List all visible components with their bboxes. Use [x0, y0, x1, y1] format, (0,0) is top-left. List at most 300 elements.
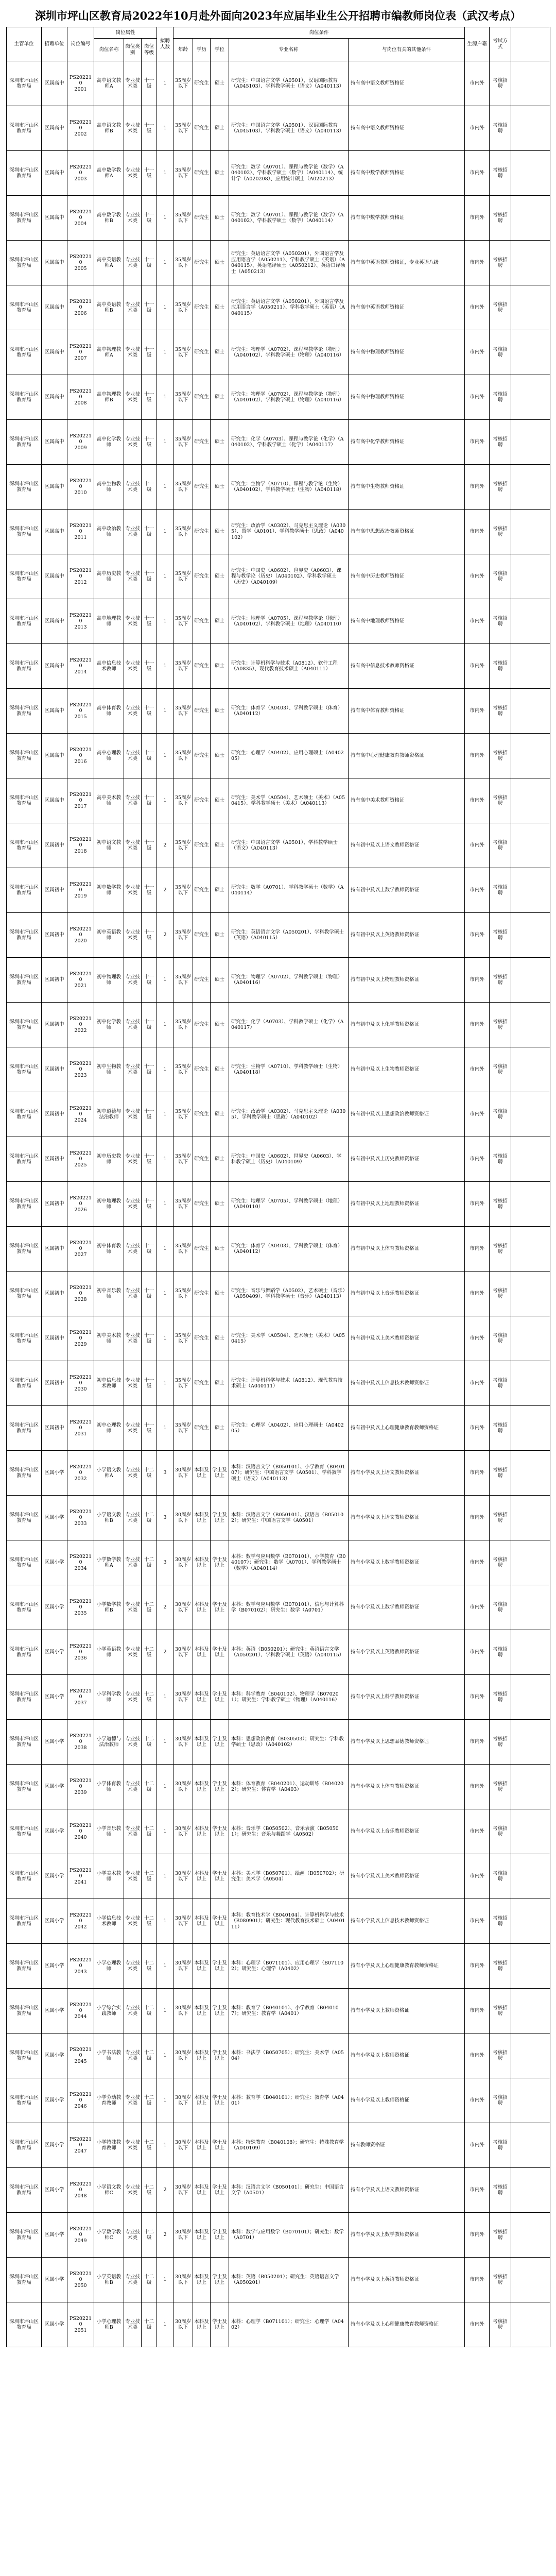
cell-major: 研究生：物理学（A0702）、学科教学硕士（物理）（A040116） [229, 958, 349, 1003]
cell-department: 深圳市坪山区教育局 [7, 1047, 42, 1092]
cell-headcount: 1 [157, 734, 173, 778]
cell-hukou: 市内外 [465, 1047, 490, 1092]
cell-major: 本科：美术学（B050701）、绘画（B050702）；研究生：美术学（A0504） [229, 1854, 349, 1899]
table-row [7, 465, 550, 510]
col-header-blank [511, 27, 550, 61]
cell-age: 30周岁以下 [173, 1585, 193, 1630]
cell-blank [511, 465, 550, 510]
cell-unit: 区属初中 [42, 1047, 67, 1092]
cell-post-name: 高中数学教师B [94, 196, 124, 241]
cell-post-code: PS202210 2029 [67, 1316, 94, 1361]
cell-post-name: 小学道德与法治教师 [94, 1720, 124, 1765]
cell-post-name: 初中生物教师 [94, 1047, 124, 1092]
cell-post-code: PS202210 2031 [67, 1406, 94, 1451]
cell-degree: 硕士 [211, 599, 229, 644]
cell-hukou: 市内外 [465, 2302, 490, 2347]
cell-post-name: 高中英语教师B [94, 285, 124, 330]
cell-department: 深圳市坪山区教育局 [7, 1406, 42, 1451]
positions-table [6, 27, 550, 2347]
cell-degree: 硕士 [211, 734, 229, 778]
table-row [7, 2033, 550, 2078]
cell-post-type: 专业技术类 [124, 1899, 142, 1944]
table-row [7, 375, 550, 420]
cell-headcount: 1 [157, 1854, 173, 1899]
cell-hukou: 市内外 [465, 1316, 490, 1361]
cell-post-level: 十二级 [142, 1854, 157, 1899]
cell-exam-method: 考核招聘 [490, 2078, 511, 2123]
cell-department: 深圳市坪山区教育局 [7, 61, 42, 106]
cell-post-level: 十一级 [142, 823, 157, 868]
cell-blank [511, 1720, 550, 1765]
table-row [7, 1496, 550, 1540]
cell-education: 研究生 [193, 778, 211, 823]
cell-post-name: 小学心理教师 [94, 1944, 124, 1989]
cell-age: 35周岁以下 [173, 823, 193, 868]
cell-other-conditions: 持有小学及以上教师资格证 [349, 2033, 465, 2078]
cell-blank [511, 1809, 550, 1854]
cell-headcount: 1 [157, 1944, 173, 1989]
cell-degree: 学士及以上 [211, 1675, 229, 1720]
cell-post-level: 十一级 [142, 689, 157, 734]
cell-department: 深圳市坪山区教育局 [7, 2258, 42, 2302]
cell-other-conditions: 持有初中及以上化学教师资格证 [349, 1003, 465, 1047]
cell-unit: 区属小学 [42, 2123, 67, 2168]
cell-degree: 硕士 [211, 1361, 229, 1406]
cell-blank [511, 2078, 550, 2123]
table-row [7, 1765, 550, 1809]
cell-post-level: 十一级 [142, 958, 157, 1003]
cell-other-conditions: 持有高中语文教师资格证 [349, 61, 465, 106]
cell-major: 研究生：美术学（A0504）、艺术硕士（美术）（A050415） [229, 1316, 349, 1361]
cell-degree: 硕士 [211, 1272, 229, 1316]
cell-hukou: 市内外 [465, 510, 490, 554]
cell-department: 深圳市坪山区教育局 [7, 644, 42, 689]
cell-unit: 区属小学 [42, 1944, 67, 1989]
cell-education: 研究生 [193, 868, 211, 913]
cell-degree: 硕士 [211, 1003, 229, 1047]
table-row [7, 1899, 550, 1944]
cell-headcount: 1 [157, 958, 173, 1003]
cell-age: 35周岁以下 [173, 1227, 193, 1272]
cell-department: 深圳市坪山区教育局 [7, 1899, 42, 1944]
cell-post-type: 专业技术类 [124, 1182, 142, 1227]
cell-post-name: 高中语文教师A [94, 61, 124, 106]
cell-exam-method: 考核招聘 [490, 1227, 511, 1272]
cell-post-level: 十一级 [142, 868, 157, 913]
cell-headcount: 1 [157, 2123, 173, 2168]
cell-age: 30周岁以下 [173, 2258, 193, 2302]
cell-department: 深圳市坪山区教育局 [7, 1451, 42, 1496]
cell-education: 本科及以上 [193, 1854, 211, 1899]
cell-post-code: PS202210 2001 [67, 61, 94, 106]
cell-major: 本科：数学与应用数学（B070101）、信息与计算科学（B070102）；研究生：数学（A0701） [229, 1585, 349, 1630]
cell-other-conditions: 持有小学及以上音乐教师资格证 [349, 1809, 465, 1854]
cell-blank [511, 2302, 550, 2347]
cell-blank [511, 420, 550, 465]
cell-department: 深圳市坪山区教育局 [7, 1989, 42, 2033]
cell-post-code: PS202210 2044 [67, 1989, 94, 2033]
cell-unit: 区属高中 [42, 420, 67, 465]
cell-age: 30周岁以下 [173, 1765, 193, 1809]
cell-education: 本科及以上 [193, 1496, 211, 1540]
cell-hukou: 市内外 [465, 375, 490, 420]
cell-other-conditions: 持有高中体育教师资格证 [349, 689, 465, 734]
cell-exam-method: 考核招聘 [490, 1316, 511, 1361]
cell-other-conditions: 持有初中及以上体育教师资格证 [349, 1227, 465, 1272]
col-header: 学位 [211, 39, 229, 61]
cell-education: 本科及以上 [193, 2168, 211, 2213]
table-row [7, 554, 550, 599]
cell-age: 30周岁以下 [173, 1540, 193, 1585]
cell-age: 35周岁以下 [173, 151, 193, 196]
cell-post-type: 专业技术类 [124, 689, 142, 734]
cell-unit: 区属高中 [42, 734, 67, 778]
cell-exam-method: 考核招聘 [490, 2302, 511, 2347]
cell-post-level: 十二级 [142, 1630, 157, 1675]
cell-post-type: 专业技术类 [124, 734, 142, 778]
cell-hukou: 市内外 [465, 241, 490, 285]
cell-hukou: 市内外 [465, 465, 490, 510]
table-row [7, 1361, 550, 1406]
cell-department: 深圳市坪山区教育局 [7, 2033, 42, 2078]
cell-post-code: PS202210 2039 [67, 1765, 94, 1809]
cell-blank [511, 1316, 550, 1361]
cell-other-conditions: 持有初中及以上音乐教师资格证 [349, 1272, 465, 1316]
cell-post-code: PS202210 2026 [67, 1182, 94, 1227]
cell-post-level: 十二级 [142, 2258, 157, 2302]
cell-education: 研究生 [193, 1227, 211, 1272]
cell-hukou: 市内外 [465, 868, 490, 913]
cell-hukou: 市内外 [465, 2213, 490, 2258]
cell-hukou: 市内外 [465, 1272, 490, 1316]
cell-education: 研究生 [193, 1316, 211, 1361]
cell-other-conditions: 持有小学及以上语文教师资格证 [349, 1451, 465, 1496]
cell-exam-method: 考核招聘 [490, 1765, 511, 1809]
cell-post-type: 专业技术类 [124, 823, 142, 868]
cell-post-type: 专业技术类 [124, 285, 142, 330]
table-row [7, 510, 550, 554]
cell-age: 35周岁以下 [173, 778, 193, 823]
cell-degree: 学士及以上 [211, 2168, 229, 2213]
cell-post-name: 小学美术教师 [94, 1854, 124, 1899]
cell-hukou: 市内外 [465, 196, 490, 241]
cell-unit: 区属初中 [42, 868, 67, 913]
cell-hukou: 市内外 [465, 734, 490, 778]
cell-exam-method: 考核招聘 [490, 599, 511, 644]
cell-education: 本科及以上 [193, 1809, 211, 1854]
cell-blank [511, 1137, 550, 1182]
cell-post-level: 十二级 [142, 2302, 157, 2347]
cell-unit: 区属高中 [42, 510, 67, 554]
cell-exam-method: 考核招聘 [490, 823, 511, 868]
cell-education: 本科及以上 [193, 1765, 211, 1809]
cell-blank [511, 1854, 550, 1899]
cell-blank [511, 285, 550, 330]
cell-department: 深圳市坪山区教育局 [7, 1182, 42, 1227]
table-row [7, 1227, 550, 1272]
cell-other-conditions: 持有初中及以上英语教师资格证 [349, 913, 465, 958]
cell-unit: 区属小学 [42, 1496, 67, 1540]
cell-education: 本科及以上 [193, 2123, 211, 2168]
cell-major: 本科：心理学（B071101）；研究生：心理学（A0402） [229, 2302, 349, 2347]
cell-education: 本科及以上 [193, 1451, 211, 1496]
cell-post-type: 专业技术类 [124, 1720, 142, 1765]
cell-unit: 区属高中 [42, 554, 67, 599]
cell-degree: 学士及以上 [211, 2213, 229, 2258]
cell-degree: 硕士 [211, 510, 229, 554]
cell-post-name: 初中体育教师 [94, 1227, 124, 1272]
cell-other-conditions: 持有高中历史教师资格证 [349, 554, 465, 599]
cell-degree: 硕士 [211, 823, 229, 868]
cell-post-name: 高中英语教师A [94, 241, 124, 285]
cell-other-conditions: 持有高中英语教师资格证 [349, 285, 465, 330]
cell-post-type: 专业技术类 [124, 1585, 142, 1630]
cell-exam-method: 考核招聘 [490, 868, 511, 913]
col-header: 专业名称 [229, 39, 349, 61]
cell-blank [511, 644, 550, 689]
col-header: 生源户籍 [465, 27, 490, 61]
cell-department: 深圳市坪山区教育局 [7, 599, 42, 644]
cell-headcount: 1 [157, 465, 173, 510]
cell-post-level: 十二级 [142, 1451, 157, 1496]
table-row [7, 241, 550, 285]
cell-headcount: 1 [157, 1406, 173, 1451]
cell-department: 深圳市坪山区教育局 [7, 1809, 42, 1854]
cell-post-type: 专业技术类 [124, 465, 142, 510]
cell-post-level: 十二级 [142, 2213, 157, 2258]
cell-post-name: 小学音乐教师 [94, 1809, 124, 1854]
cell-education: 研究生 [193, 1272, 211, 1316]
cell-exam-method: 考核招聘 [490, 241, 511, 285]
cell-blank [511, 2258, 550, 2302]
cell-education: 研究生 [193, 465, 211, 510]
cell-post-level: 十一级 [142, 734, 157, 778]
cell-other-conditions: 持有小学及以上数学教师资格证 [349, 1540, 465, 1585]
cell-post-name: 小学语文教师C [94, 2168, 124, 2213]
cell-department: 深圳市坪山区教育局 [7, 1092, 42, 1137]
cell-hukou: 市内外 [465, 1003, 490, 1047]
cell-age: 30周岁以下 [173, 2078, 193, 2123]
cell-education: 研究生 [193, 1092, 211, 1137]
cell-post-level: 十一级 [142, 554, 157, 599]
cell-exam-method: 考核招聘 [490, 2168, 511, 2213]
cell-post-code: PS202210 2020 [67, 913, 94, 958]
cell-post-type: 专业技术类 [124, 1272, 142, 1316]
cell-unit: 区属高中 [42, 241, 67, 285]
cell-major: 研究生：中国史（A0602）、世界史（A0603）、学科教学硕士（历史）（A040109） [229, 1137, 349, 1182]
cell-other-conditions: 持有初中及以上心理健康教育教师资格证 [349, 1406, 465, 1451]
cell-other-conditions: 持有高中地理教师资格证 [349, 599, 465, 644]
cell-education: 研究生 [193, 241, 211, 285]
cell-major: 研究生：生物学（A0710）、学科教学硕士（生物）（A040118） [229, 1047, 349, 1092]
cell-unit: 区属初中 [42, 823, 67, 868]
cell-major: 本科：数学与应用数学（B070101）；研究生：数学（A0701） [229, 2213, 349, 2258]
table-row [7, 1854, 550, 1899]
cell-headcount: 1 [157, 1272, 173, 1316]
cell-degree: 学士及以上 [211, 1451, 229, 1496]
page-title: 深圳市坪山区教育局2022年10月赴外面向2023年应届毕业生公开招聘市编教师岗位表（武汉考点） [34, 9, 522, 22]
cell-blank [511, 510, 550, 554]
cell-post-name: 小学数学教师B [94, 1585, 124, 1630]
cell-post-level: 十二级 [142, 1809, 157, 1854]
cell-degree: 硕士 [211, 689, 229, 734]
cell-department: 深圳市坪山区教育局 [7, 734, 42, 778]
table-row [7, 2168, 550, 2213]
cell-hukou: 市内外 [465, 106, 490, 151]
cell-age: 35周岁以下 [173, 241, 193, 285]
cell-degree: 硕士 [211, 375, 229, 420]
table-row [7, 1272, 550, 1316]
cell-education: 研究生 [193, 913, 211, 958]
cell-unit: 区属初中 [42, 913, 67, 958]
table-row [7, 106, 550, 151]
table-row [7, 285, 550, 330]
cell-other-conditions: 持有小学及以上体育教师资格证 [349, 1765, 465, 1809]
cell-exam-method: 考核招聘 [490, 689, 511, 734]
cell-education: 研究生 [193, 1406, 211, 1451]
cell-post-code: PS202210 2024 [67, 1092, 94, 1137]
cell-unit: 区属小学 [42, 1765, 67, 1809]
cell-post-name: 初中英语教师 [94, 913, 124, 958]
cell-other-conditions: 持有高中心理健康教育教师资格证 [349, 734, 465, 778]
cell-other-conditions: 持有高中思想政治教师资格证 [349, 510, 465, 554]
cell-age: 35周岁以下 [173, 196, 193, 241]
cell-post-level: 十一级 [142, 151, 157, 196]
cell-post-level: 十一级 [142, 510, 157, 554]
cell-post-type: 专业技术类 [124, 196, 142, 241]
cell-hukou: 市内外 [465, 1630, 490, 1675]
cell-post-level: 十一级 [142, 1047, 157, 1092]
cell-post-name: 小学信息技术教师 [94, 1899, 124, 1944]
cell-age: 30周岁以下 [173, 1720, 193, 1765]
cell-degree: 学士及以上 [211, 1944, 229, 1989]
cell-post-type: 专业技术类 [124, 1675, 142, 1720]
cell-post-name: 初中化学教师 [94, 1003, 124, 1047]
cell-post-type: 专业技术类 [124, 644, 142, 689]
cell-post-type: 专业技术类 [124, 2302, 142, 2347]
cell-headcount: 1 [157, 554, 173, 599]
cell-degree: 硕士 [211, 1137, 229, 1182]
cell-other-conditions: 持有小学及以上语文教师资格证 [349, 1496, 465, 1540]
cell-post-level: 十一级 [142, 1227, 157, 1272]
cell-post-type: 专业技术类 [124, 1809, 142, 1854]
cell-headcount: 1 [157, 1182, 173, 1227]
cell-post-type: 专业技术类 [124, 958, 142, 1003]
cell-degree: 硕士 [211, 465, 229, 510]
cell-education: 研究生 [193, 599, 211, 644]
cell-post-level: 十二级 [142, 2033, 157, 2078]
cell-post-level: 十一级 [142, 644, 157, 689]
cell-post-name: 高中化学教师 [94, 420, 124, 465]
cell-post-name: 小学英语教师B [94, 2258, 124, 2302]
cell-post-name: 高中数学教师A [94, 151, 124, 196]
cell-post-type: 专业技术类 [124, 330, 142, 375]
cell-education: 本科及以上 [193, 1989, 211, 2033]
cell-unit: 区属小学 [42, 1540, 67, 1585]
cell-post-code: PS202210 2032 [67, 1451, 94, 1496]
cell-age: 30周岁以下 [173, 1496, 193, 1540]
table-row [7, 2302, 550, 2347]
cell-post-type: 专业技术类 [124, 1451, 142, 1496]
cell-education: 研究生 [193, 1137, 211, 1182]
cell-post-type: 专业技术类 [124, 375, 142, 420]
cell-headcount: 1 [157, 61, 173, 106]
cell-exam-method: 考核招聘 [490, 196, 511, 241]
cell-major: 本科：英语（B050201）；研究生：英语语言文学（A050201） [229, 2258, 349, 2302]
cell-exam-method: 考核招聘 [490, 1630, 511, 1675]
cell-exam-method: 考核招聘 [490, 1540, 511, 1585]
cell-exam-method: 考核招聘 [490, 734, 511, 778]
cell-unit: 区属初中 [42, 1406, 67, 1451]
cell-post-code: PS202210 2028 [67, 1272, 94, 1316]
cell-headcount: 2 [157, 2168, 173, 2213]
cell-department: 深圳市坪山区教育局 [7, 1227, 42, 1272]
cell-exam-method: 考核招聘 [490, 1675, 511, 1720]
cell-blank [511, 734, 550, 778]
cell-education: 研究生 [193, 1361, 211, 1406]
cell-post-type: 专业技术类 [124, 599, 142, 644]
cell-exam-method: 考核招聘 [490, 1451, 511, 1496]
cell-post-code: PS202210 2033 [67, 1496, 94, 1540]
col-header: 主管单位 [7, 27, 42, 61]
cell-major: 本科：书法学（B050705）；研究生：美术学（A0504） [229, 2033, 349, 2078]
cell-post-level: 十一级 [142, 913, 157, 958]
cell-post-level: 十二级 [142, 1765, 157, 1809]
cell-degree: 学士及以上 [211, 1899, 229, 1944]
cell-unit: 区属初中 [42, 1272, 67, 1316]
cell-post-code: PS202210 2008 [67, 375, 94, 420]
cell-hukou: 市内外 [465, 644, 490, 689]
cell-degree: 学士及以上 [211, 1540, 229, 1585]
cell-unit: 区属初中 [42, 1092, 67, 1137]
col-header: 岗位编号 [67, 27, 94, 61]
table-row [7, 1451, 550, 1496]
cell-department: 深圳市坪山区教育局 [7, 2168, 42, 2213]
cell-age: 35周岁以下 [173, 599, 193, 644]
cell-major: 本科：教育学（B040101）；研究生：教育学（A0401） [229, 2078, 349, 2123]
cell-headcount: 1 [157, 241, 173, 285]
cell-department: 深圳市坪山区教育局 [7, 510, 42, 554]
cell-post-type: 专业技术类 [124, 778, 142, 823]
cell-major: 研究生：政治学（A0302）、马克思主义理论（A0305）、学科教学硕士（思政）（A040102） [229, 1092, 349, 1137]
cell-unit: 区属小学 [42, 1899, 67, 1944]
table-body [7, 61, 550, 2347]
cell-post-level: 十二级 [142, 2123, 157, 2168]
cell-post-level: 十一级 [142, 61, 157, 106]
cell-age: 30周岁以下 [173, 2033, 193, 2078]
cell-headcount: 3 [157, 1496, 173, 1540]
cell-age: 30周岁以下 [173, 1675, 193, 1720]
cell-major: 研究生：数学（A0701）、课程与教学论（数学）（A040102）、学科教学硕士（数学）（A040114）、统计学（A020208）、应用统计硕士（A020213） [229, 151, 349, 196]
cell-post-type: 专业技术类 [124, 1989, 142, 2033]
table-row [7, 1003, 550, 1047]
cell-headcount: 1 [157, 1899, 173, 1944]
cell-education: 本科及以上 [193, 1899, 211, 1944]
cell-blank [511, 1227, 550, 1272]
cell-major: 研究生：地理学（A0705）、学科教学硕士（地理）（A040110） [229, 1182, 349, 1227]
cell-degree: 硕士 [211, 644, 229, 689]
cell-major: 本科：汉语言文学（B050101）；研究生：中国语言文学（A0501） [229, 2168, 349, 2213]
cell-age: 35周岁以下 [173, 106, 193, 151]
cell-post-name: 高中地理教师 [94, 599, 124, 644]
cell-blank [511, 1361, 550, 1406]
cell-post-name: 高中语文教师B [94, 106, 124, 151]
cell-headcount: 1 [157, 644, 173, 689]
cell-post-name: 初中语文教师 [94, 823, 124, 868]
cell-degree: 硕士 [211, 106, 229, 151]
cell-blank [511, 2033, 550, 2078]
cell-blank [511, 330, 550, 375]
